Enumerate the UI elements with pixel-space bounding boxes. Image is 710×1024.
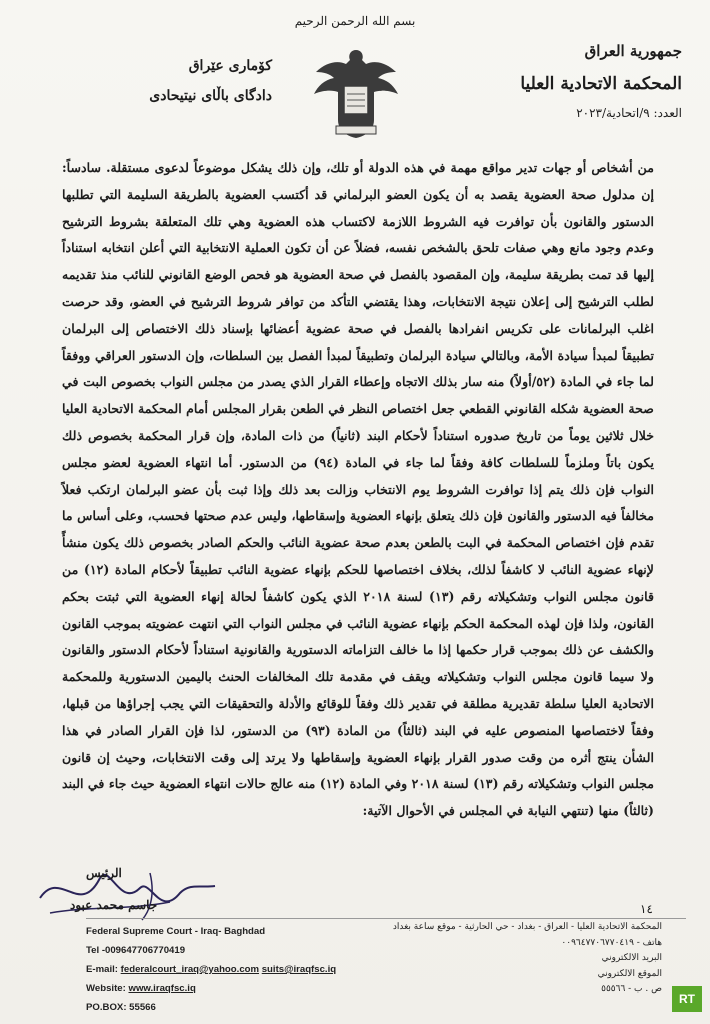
page-number: ١٤ <box>640 902 653 916</box>
court-name-arabic: المحكمة الاتحادية العليا <box>520 74 682 94</box>
rt-logo-icon: RT <box>672 986 702 1012</box>
footer-email-row <box>86 964 346 983</box>
republic-name-kurdish: کۆماری عێراق <box>188 58 272 74</box>
footer-email-arabic: البريد الالكتروني <box>601 953 662 963</box>
footer-arabic <box>372 922 662 1000</box>
footer-court-english: Federal Supreme Court - Iraq- Baghdad <box>86 926 266 937</box>
president-title: الرئيس <box>86 866 122 880</box>
footer-email-link-1[interactable]: federalcourt_iraq@yahoo.com <box>120 964 260 975</box>
header-right-block <box>442 42 682 120</box>
case-number: العدد: ٩/اتحادية/٢٠٢٣ <box>576 106 682 120</box>
court-name-kurdish: دادگای باڵای نیتیحادی <box>149 88 272 104</box>
footer-pobox: PO.BOX: 55566 <box>86 1002 156 1013</box>
footer-website-row <box>86 983 346 1002</box>
header-left-block <box>72 58 272 104</box>
footer-divider <box>86 918 686 919</box>
republic-name-arabic: جمهورية العراق <box>584 42 682 60</box>
footer-english <box>86 926 346 1021</box>
footer-email-label: E-mail: <box>86 964 118 975</box>
president-name: جاسم محمد عبود <box>70 898 158 912</box>
judgment-body <box>62 155 654 825</box>
footer-website-link[interactable]: www.iraqfsc.iq <box>128 983 196 994</box>
footer-address-arabic: المحكمة الاتحادية العليا - العراق - بغداد - حي الحارثية - موقع ساعة بغداد <box>392 922 662 932</box>
footer-tel: Tel -009647706770419 <box>86 945 186 956</box>
footer-website-label: Website: <box>86 983 126 994</box>
body-paragraph: من أشخاص أو جهات تدير مواقع مهمة في هذه الدولة أو تلك، وإن ذلك يشكل موضوعاً لدعوى مستقلة. سادساً: إن مدلول صحة العضوية يقصد به أن يكون العضو البرلماني قد أكتسب العضوية بالطريقة السليمة التي تطلبها الدستور والقانون بأن توافرت فيه الشروط اللازمة لاكتساب هذه العضوية وهي تلك المتعلقة بشروط الترشيح وعدم وجود مانع وهي صفات تلحق بالشخص نفسه، فضلاً عن أن تكون العملية الانتخابية التي أعلن انتخابه استناداً إليها قد تمت بطريقة سليمة، وإن المقصود بالفصل في صحة العضوية هو فحص الوضع القانوني للنائب منذ تقديمه لطلب الترشيح إلى إعلان نتيجة الانتخابات، وهذا يقتضي التأكد من توافر شروط الترشيح في العضو، وقد حرصت اغلب البرلمانات على تكريس انفرادها بالفصل في صحة عضوية أعضائها بإسناد ذلك الاختصاص إلى البرلمان تطبيقاً لمبدأ سيادة الأمة، وبالتالي سيادة البرلمان وتطبيقاً لمبدأ الفصل بين السلطات، وإن الدستور العراقي ووفقاً لما جاء في المادة (٥٢/أولاً) منه سار بذلك الاتجاه وإعطاء القرار الذي يصدر من مجلس النواب بخصوص البت في صحة العضوية شكله القانوني القطعي جعل اختصاص النظر في الطعن بقرار المجلس أمام المحكمة الاتحادية العليا خلال ثلاثين يوماً من تاريخ صدوره استناداً لأحكام البند (ثانياً) من ذات المادة، وإن قرار المحكمة بخصوص ذلك يكون باتاً وملزماً للسلطات كافة وفقاً لما جاء في المادة (٩٤) من الدستور. أما انتهاء العضوية لعضو مجلس النواب فإن ذلك يتم إذا توافرت الشروط يوم الانتخاب وزالت بعد ذلك وإذا ثبت بأن عضو البرلمان ارتكب فعلاً مخالفاً فيه الدستور والقانون فإن ذلك يتعلق بإنهاء العضوية وإسقاطها، وليس عدم صحتها فحسب، وعلى أساس ما تقدم فإن اختصاص المحكمة في البت بالطعن بعدم صحة عضوية النائب والحكم الصادر بخصوص ذلك يكون منشأً لإنهاء عضوية النائب لا كاشفاً لذلك، بخلاف اختصاصها للحكم بإنهاء عضوية النائب تطبيقاً لأحكام المادة (١٢) من قانون مجلس النواب وتشكيلاته رقم (١٣) لسنة ٢٠١٨ الذي يكون كاشفاً لحالة إنهاء العضوية التي ثبتت بحكم القانون، ولذا فإن لهذه المحكمة الحكم بإنهاء عضوية النائب في مجلس النواب التي انتهت عضويته بموجب القانون والكشف عن ذلك بموجب قرار حكمها إذا ما خالف التزاماته الدستورية والقانونية استناداً لأحكام الدستور والقانون ولا سيما قانون مجلس النواب وتشكيلاته ويقف في مقدمة تلك المخالفات الحنث باليمين الدستورية وللمحكمة الاتحادية العليا سلطة تقديرية مطلقة في تقدير ذلك وفقاً للوقائع والأدلة والتحقيقات التي يجب إجراؤها من قبلها، وفقاً لاختصاصها المنصوص عليه في البند (ثالثاً) من المادة (٩٣) من الدستور، لذا فإن القرار الصادر في هذا الشأن ينتج أثره من وقت صدور القرار بإنهاء العضوية وإسقاطها ولا يرتد إلى وقت الانتخابات، وحيث إن قانون مجلس النواب وتشكيلاته رقم (١٣) لسنة ٢٠١٨ وفي المادة (١٢) منه عالج حالات انتهاء العضوية حيث جاء في البند (ثالثاً) منها (تنتهي النيابة في المجلس في الأحوال الآتية: <box>61 160 654 819</box>
eagle-emblem-icon <box>310 42 402 142</box>
basmala: بسم الله الرحمن الرحيم <box>294 14 416 28</box>
footer-pobox-arabic: ص . ب - ٥٥٥٦٦ <box>601 984 662 994</box>
footer-phone-arabic: هاتف - ٠٠٩٦٤٧٧٠٦٧٧٠٤١٩ <box>561 937 662 948</box>
footer-email-link-2[interactable]: suits@iraqfsc.iq <box>261 964 337 975</box>
footer-website-arabic: الموقع الالكتروني <box>597 968 662 979</box>
